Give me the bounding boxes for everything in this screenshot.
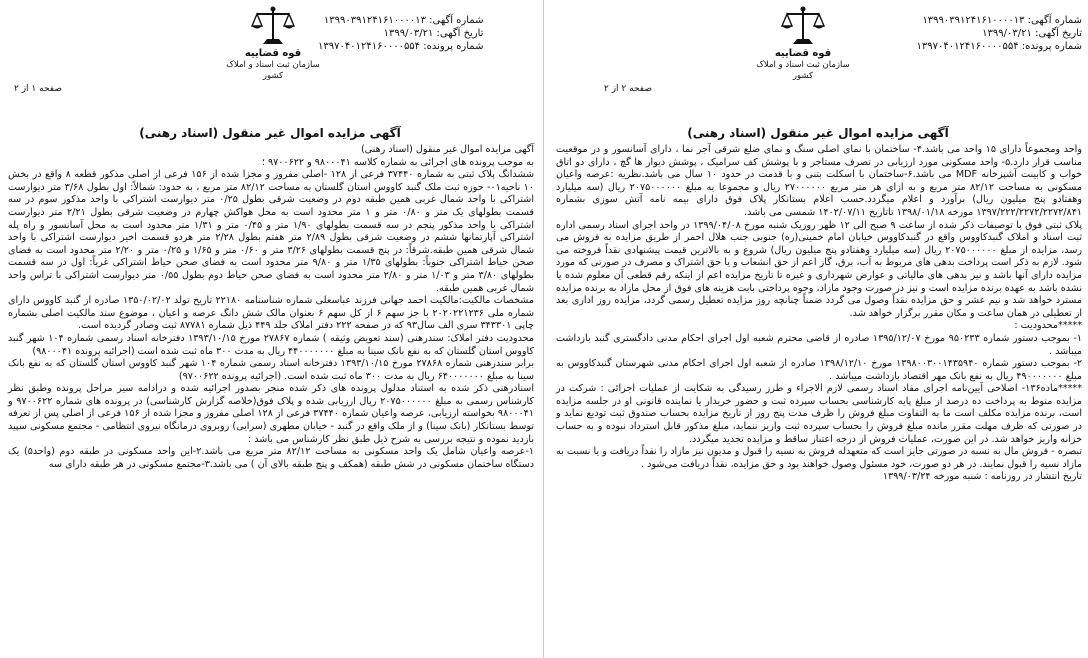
paragraph: برابر سندرهنی شماره ۲۷۸۶۸ مورخ ۱۳۹۳/۱۰/۱۵ دفترخانه اسناد رسمی شماره ۱۰۴ شهر گنبد کاووس استان گلستان که به نفع بانک سینا به مبلغ ۶۴۰۰۰۰۰۰۰ ریال به مدت ۳۰۰ ماه ثبت شده است. (اجرائیه پرونده ۹۷۰۰۶۲۲) xyxy=(8,358,534,382)
paragraph: ۱- بموجب دستور شماره ۹۵۰۲۳۳ مورخ ۱۳۹۵/۱۲/۰۷ صادره از قاضی محترم شعبه اول اجرای احکام مدنی دادگستری گنبد بازداشت میباشد . xyxy=(556,332,1082,357)
logo-line-2: سازمان ثبت اسناد و املاک کشور xyxy=(756,60,850,81)
ad-meta xyxy=(318,14,483,53)
page-title: آگهی مزایده اموال غیر منقول (اسناد رهنی) xyxy=(687,126,949,140)
paragraph: پلاک ثبتی فوق با توصیفات ذکر شده از ساعت ۹ صبح الی ۱۲ ظهر روزیک شنبه مورخ ۱۳۹۹/۰۴/۰۸ در واحد اجرای اسناد رسمی اداره ثبت اسناد و املاک گنبدکاووس واقع در گنبدکاووس خیابان امام خمینی(ره) جنوبی جنب هلال احمر از طریق مزایده به فروش می رسد، مزایده از مبلغ ۲۰۷۵۰۰۰۰۰۰ ریال (سه میلیارد وهفتادو پنج میلیون ریال) شروع و به بالاترین قیمت پیشنهادی نقداً فروخته می شود. لازم به ذکر است پرداخت بدهی های مربوط به آب، برق، گاز اعم از حق انشعاب و یا حق اشتراک و مصرف در صورتی که مورد مزایده دارای آنها باشد و نیز بدهی های مالیاتی و عوارض شهرداری و غیره تا تاریخ مزایده اعم از اینکه رقم قطعی آن معلوم شده یا نشده باشد به عهده برنده مزایده است و نیز در صورت وجود مازاد، وجوه پرداختی بابت هزینه های فوق از محل مازاد به برنده مزایده مسترد خواهد شد و نیم عشر و حق مزایده نقداً وصول می گردد ضمناً چنانچه روز مزایده تعطیل رسمی گردد، مزایده روز اداری بعد از تعطیلی در همان ساعت و مکان مقرر برگزار خواهد شد. xyxy=(556,219,1083,319)
ad-body xyxy=(548,144,1088,484)
paragraph: *****ماده۱۳۶- اصلاحی آیین‌نامه اجرای مفاد اسناد رسمی لازم الاجراء و طرز رسیدگی به شکایت از عملیات اجرائی : شرکت در مزایده منوط به پرداخت ده درصد از مبلغ پایه کارشناسی بحساب سپرده ثبت و حضور خریدار یا نماینده قانونی او در جلسه مزایده است، برنده مزایده مکلف است ما به التفاوت مبلغ فروش را ظرف مدت پنج روز از تاریخ مزایده بحساب صندوق ثبت تودیع نماید و در صورتی که ظرف مهلت مقرر مانده مبلغ فروش را بحساب سپرده ثبت واریز ننماید، مبلغ مذکور قابل استرداد نبوده و به حساب خزانه واریز خواهد شد. در این صورت، عملیات فروش از درجه اعتبار ساقط و مزایده تجدید میگردد. xyxy=(556,383,1082,445)
ad-meta xyxy=(917,14,1082,53)
paragraph: آگهی مزایده اموال غیر منقول (اسناد رهنی) xyxy=(360,144,534,155)
logo-line-1: قوه قضاییه xyxy=(244,48,302,59)
page-divider xyxy=(543,0,544,658)
paragraph: اسنادرهنی ذکر شده به استناد مدلول پرونده های ذکر شده منجر بصدور اجرائیه شده و درادامه سیر مراحل پرونده وطبق نظر کارشناس رسمی به مبلغ ۲۰۷۵۰۰۰۰۰۰ ریال ارزیابی شده و پلاک فوق(خلاصه گزارش کارشناسی) در پرونده های شماره ۹۷۰۰۶۲۲ و ۹۸۰۰۰۴۱ بخواسته ارزیابی، عرصه واعیان شماره ۳۷۴۴۰ فرعی از ۱۲۸ اصلی مفروز و مجزا شده از ۱۵۶ فرعی از اصلی پس از تعرفه توسط بستانکار (بانک سینا) و از ملک واقع در گنبد - خیابان مطهری (سرایی) روبروی درمانگاه نیروی انتظامی - مجتمع مسکونی سپید بازدید نموده و نتیجه بررسی به شرح ذیل طبق نظر کارشناس می باشد : xyxy=(8,383,535,445)
paragraph: ششدانگ پلاک ثبتی به شماره ۳۷۴۴۰ فرعی از ۱۲۸ -اصلی مفروز و مجزا شده از ۱۵۶ فرعی از اصلی مذکور قطعه ۸ واقع در بخش ۱۰ ناحیه۰۱- حوزه ثبت ملک گنبد کاووس استان گلستان به مساحت ۸۲/۱۲ متر مربع ، به حدود: شمالاً: اول بطول ۳/۶۸ متر دیوارست اشتراکی با واحد شمال غربی همین طبقه دوم در وضعیت شرقی بطول ۰/۲۵ متر دیوارست اشتراکی با واحد مذکور سوم در سه قسمت بطولهای یک متر و ۰/۸۰ متر و ۱ متر محدود است به محل هواکش چهارم در وضعیت شرقی بطول ۲/۲۱ متر دیوارست اشتراکی با واحد مذکور پنجم در سه قسمت بطولهای ۱/۹۰ متر و ۰/۴۵ متر و ۱/۳۱ متر محدود است به محل آسانسور و راه پله اشتراکی آپارتمانها ششم در وضعیت شرقی بطول ۲/۸۹ متر هفتم بطول ۲/۲۸ متر هردو قسمت اخیر دیوارست اشتراکی با واحد شمال شرقی همین طبقه.شرقاً: در پنج قسمت بطولهای ۳/۲۶ متر و ۰/۶۰ متر و ۱/۶۵ و ۰/۲۵ متر و ۲/۲۰ متر محدود است به فضای صحن حیاط اشتراکی جنوباً: بطولهای ۱/۳۵ متر و ۹/۸۰ متر محدود است به فضای صحن حیاط اشتراکی غرباً: اول در سه قسمت بطولهای ۳/۸۰ متر و ۱/۰۳ متر و ۲/۸۰ متر محدود است به فضای صحن حیاط دوم بطول ۰/۵۵ متر دیوارست اشتراکی با تراس واحد شمال غربی همین طبقه. xyxy=(8,169,535,294)
ad-date: تاریخ آگهی: ۱۳۹۹/۰۳/۲۱ xyxy=(383,28,484,39)
ad-number: شماره آگهی: ۱۳۹۹۰۳۹۱۲۴۱۶۱۰۰۰۰۱۳ xyxy=(922,15,1082,26)
judiciary-logo xyxy=(748,4,858,96)
logo-line-2: سازمان ثبت اسناد و املاک کشور xyxy=(226,60,320,81)
paragraph: واحد ومجموعاً دارای ۱۵ واحد می باشد.۴- ساختمان با نمای اصلی سنگ و نمای ضلع شرقی آجر نما ، دارای آسانسور و در موقعیت مناسب قرار دارد.۵- واحد مسکونی مورد ارزیابی در تصرف مستاجر و با پوشش کف سرامیک ، پوشش دیوار ها گچ ، دارای دو اتاق خواب و کابینت آشپزخانه MDF می باشد.۶-ساختمان با اسکلت بتنی و با قدمت در حدود ۱۰ سال می باشد.نظریه :عرصه واعیان مسکونی به مساحت ۸۲/۱۲ متر مربع و به ازای هر متر مربع ۲۷۰۰۰۰۰۰ ریال و مجموعا به مبلغ ۲۰۷۵۰۰۰۰۰۰ ریال (سه میلیارد وهفتادو پنج میلیون ریال) برآورد و اعلام میگردد.حسب اعلام بستانکار پلاک فوق دارای بیمه نامه آتش سوزی بشماره ۱۳۹۷/۲۲۲/۲۲۷۲/۲۲۷۲/۸۴۱ مورخه ۱۳۹۸/۰۱/۱۸ تاتاریخ ۱۴۰۲/۰۷/۱۱ شمسی می باشد. xyxy=(556,144,1082,218)
page-number: صفحه ۲ از ۲ xyxy=(604,84,652,94)
scales-of-justice-icon xyxy=(251,4,295,48)
paragraph: ۱-عرصه واعیان شامل یک واحد مسکونی به مساحت ۸۲/۱۲ متر مربع می باشد.۲-این واحد مسکونی در طبقه دوم (واحد۵) یک دستگاه ساختمان مسکونی در شش طبقه (همکف و پنج طبقه بالای آن ) می باشد.۳-مجتمع مسکونی در هر طبقه دارای سه xyxy=(8,446,534,470)
document-page-1 xyxy=(0,0,540,658)
page-header xyxy=(0,0,540,100)
page-header xyxy=(548,0,1088,100)
file-number: شماره پرونده: ۱۳۹۷۰۴۰۱۲۴۱۶۰۰۰۰۵۵۴ xyxy=(318,41,484,52)
ad-number: شماره آگهی: ۱۳۹۹۰۳۹۱۲۴۱۶۱۰۰۰۰۱۳ xyxy=(323,15,484,26)
paragraph: تاریخ انتشار در روزنامه : شنبه مورخه ۱۳۹۹/۰۳/۲۴ xyxy=(882,471,1082,483)
paragraph: محدودیت دفتر املاک: سندرهنی (سند تعویض وثیقه ) شماره ۲۷۸۶۷ مورخ ۱۳۹۳/۱۰/۱۵ دفترخانه اسناد رسمی شماره ۱۰۴ شهر گنبد کاووس استان گلستان که به نفع بانک سینا به مبلغ ۴۴۰۰۰۰۰۰۰ ریال به مدت ۳۰۰ ماه ثبت شده است (اجرائیه پرونده ۹۸۰۰۰۴۱) xyxy=(8,332,534,357)
document-page-2 xyxy=(548,0,1088,658)
page-title: آگهی مزایده اموال غیر منقول (اسناد رهنی) xyxy=(139,126,401,140)
judiciary-logo xyxy=(218,4,328,96)
ad-body xyxy=(0,144,540,471)
scales-of-justice-icon xyxy=(781,4,825,48)
ad-date: تاریخ آگهی: ۱۳۹۹/۰۳/۲۱ xyxy=(982,28,1082,39)
paragraph: ۲- بموجب دستور شماره ۱۳۹۸۰۰۳۰۰۱۴۳۵۹۴۰ مورخ ۱۳۹۸/۱۲/۱۰ صادره از شعبه اول اجرای احکام مدنی شهرستان گنبدکاووس به مبلغ ۴۹۰۰۰۰۰۰۰ ریال به نفع بانک مهر اقتصاد بازداشت میباشد . xyxy=(556,358,1083,382)
paragraph: *****محدودیت : xyxy=(1014,320,1082,332)
paragraph: تبصره - فروش مال به نسبه در صورتی جایز است که متعهدله فروش به نسیه را قبول و مدیون نیز مازاد را نقداً دریافت و یا نسبت به مازاد نسیه را قبول نمایند. در هر دو صورت، خود مسئول وصول خواهند بود و حق مزایده، نقداً دریافت می‌شود . xyxy=(556,446,1082,470)
paragraph: به موجب پرونده های اجرائی به شماره کلاسه ۹۸۰۰۰۴۱ و ۹۷۰۰۶۲۲ ؛ xyxy=(261,156,534,168)
paragraph: مشخصات مالکیت:مالکیت احمد جهانی فرزند عباسعلی شماره شناسنامه ۲۲۱۸۰ تاریخ تولد ۱۳۵۰/۰۲/۰۲ صادره از گنبد کاووس دارای شماره ملی ۲۰۲۰۲۲۱۲۳۶ با جز سهم ۶ از کل سهم ۶ بعنوان مالک شش دانگ عرصه و اعیان ، موضوع سند مالکیت اصلی بشماره چاپی ۳۴۳۳۰۱ سری الف سال۹۳ که در صفحه ۲۲۲ دفتر املاک جلد ۴۴۹ ذیل شماره ۸۷۷۸۱ ثبت وصادر گردیده است. xyxy=(8,295,535,332)
page-number: صفحه ۱ از ۲ xyxy=(14,84,62,94)
logo-line-1: قوه قضاییه xyxy=(774,48,832,59)
file-number: شماره پرونده: ۱۳۹۷۰۴۰۱۲۴۱۶۰۰۰۰۵۵۴ xyxy=(916,41,1082,52)
